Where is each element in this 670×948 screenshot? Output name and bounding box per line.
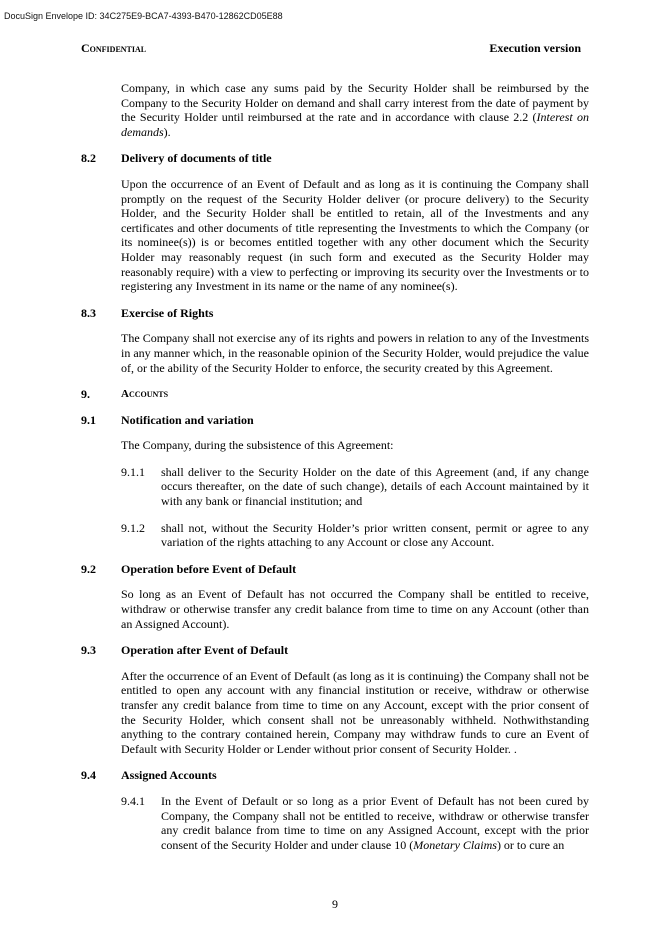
subclause-text: In the Event of Default or so long as a prior Event of Default has not been cured by Company, the Company shall not be entitled to receive, withdraw or otherwise transfer any credit balance from time to time on any Assigned Account, except with the prior consent of the Security Holder and under clause 10 (Monetary Claims) or to cure an xyxy=(161,793,589,852)
intro-paragraph: Company, in which case any sums paid by the Security Holder shall be reimbursed by the Company to the Security Holder on demand and shall carry interest from the date of payment by the Security Holder until reimbursed at the rate and in accordance with clause 2.2 (Interest on demands). xyxy=(121,81,589,139)
clause-number: 9. xyxy=(81,387,90,402)
paragraph-8-3: The Company shall not exercise any of its rights and powers in relation to any of the Investments in any manner which, in the reasonable opinion of the Security Holder, would prejudice the value of, or the ability of the Security Holder to enforce, the security created by this Agreement. xyxy=(121,331,589,375)
page-number: 9 xyxy=(332,897,338,911)
heading-9 xyxy=(81,387,589,402)
clause-number: 8.3 xyxy=(81,305,96,320)
heading-8-3 xyxy=(81,306,589,321)
subclause-text: shall not, without the Security Holder’s prior written consent, permit or agree to any variation of the rights attaching to any Account or close any Account. xyxy=(161,520,589,550)
docusign-envelope-id: DocuSign Envelope ID: 34C275E9-BCA7-4393-B470-12862CD05E88 xyxy=(4,11,283,21)
heading-9-1 xyxy=(81,413,589,428)
heading-9-2 xyxy=(81,562,589,577)
heading-9-4 xyxy=(81,768,589,783)
subclause-9-1-1 xyxy=(121,465,589,509)
clause-number: 8.2 xyxy=(81,151,96,166)
clause-number: 9.3 xyxy=(81,643,96,658)
paragraph-8-2: Upon the occurrence of an Event of Default and as long as it is continuing the Company shall promptly on the request of the Security Holder deliver (or procure delivery) to the Security Holder, and the Security Holder shall be entitled to retain, all of the Investments and any certificates and other documents of title representing the Investments to which the Company (or its nominee(s)) is or becomes entitled together with any other document which the Security Holder may reasonably request (in such form and executed as the Security Holder may reasonably require) with a view to perfecting or improving its security over the Investments or to registering any Investment in its name or the name of any nominee(s). xyxy=(121,176,589,294)
clause-number: 9.2 xyxy=(81,561,96,576)
execution-version-label: Execution version xyxy=(489,41,581,55)
heading-9-3 xyxy=(81,643,589,658)
subclause-number: 9.1.2 xyxy=(121,520,145,535)
clause-number: 9.1 xyxy=(81,412,96,427)
clause-title: Operation before Event of Default xyxy=(121,561,297,576)
heading-8-2 xyxy=(81,151,589,166)
clause-title: Notification and variation xyxy=(121,412,254,427)
clause-title: Delivery of documents of title xyxy=(121,151,272,166)
paragraph-9-2: So long as an Event of Default has not occurred the Company shall be entitled to receive, withdraw or otherwise transfer any credit balance from time to time on any Account (other than an Assigned Account). xyxy=(121,587,589,631)
subclause-9-4-1 xyxy=(121,794,589,852)
confidential-label: Confidential xyxy=(81,41,147,55)
subclause-9-1-2 xyxy=(121,521,589,550)
subclause-number: 9.4.1 xyxy=(121,793,145,808)
paragraph-9-3: After the occurrence of an Event of Default (as long as it is continuing) the Company shall not be entitled to open any account with any financial institution or receive, withdraw or otherwise transfer any credit balance from time to time on any Account, except with the prior consent of the Security Holder, which consent shall not be unreasonably withheld. Nothwithstanding anything to the contrary contained herein, Company may withdraw funds to cure an Event of Default with Security Holder or Lender without prior consent of Security Holder. . xyxy=(121,668,589,756)
paragraph-9-1-intro: The Company, during the subsistence of this Agreement: xyxy=(121,438,394,453)
clause-title: Operation after Event of Default xyxy=(121,643,289,658)
subclause-number: 9.1.1 xyxy=(121,464,145,479)
clause-title: Accounts xyxy=(121,388,169,401)
document-body xyxy=(81,81,589,864)
clause-title: Assigned Accounts xyxy=(121,768,217,783)
clause-title: Exercise of Rights xyxy=(121,305,214,320)
clause-number: 9.4 xyxy=(81,768,96,783)
subclause-text: shall deliver to the Security Holder on the date of this Agreement (and, if any change occurs thereafter, on the date of such change), details of each Account maintained by it with any bank or financial institution; and xyxy=(161,464,589,509)
